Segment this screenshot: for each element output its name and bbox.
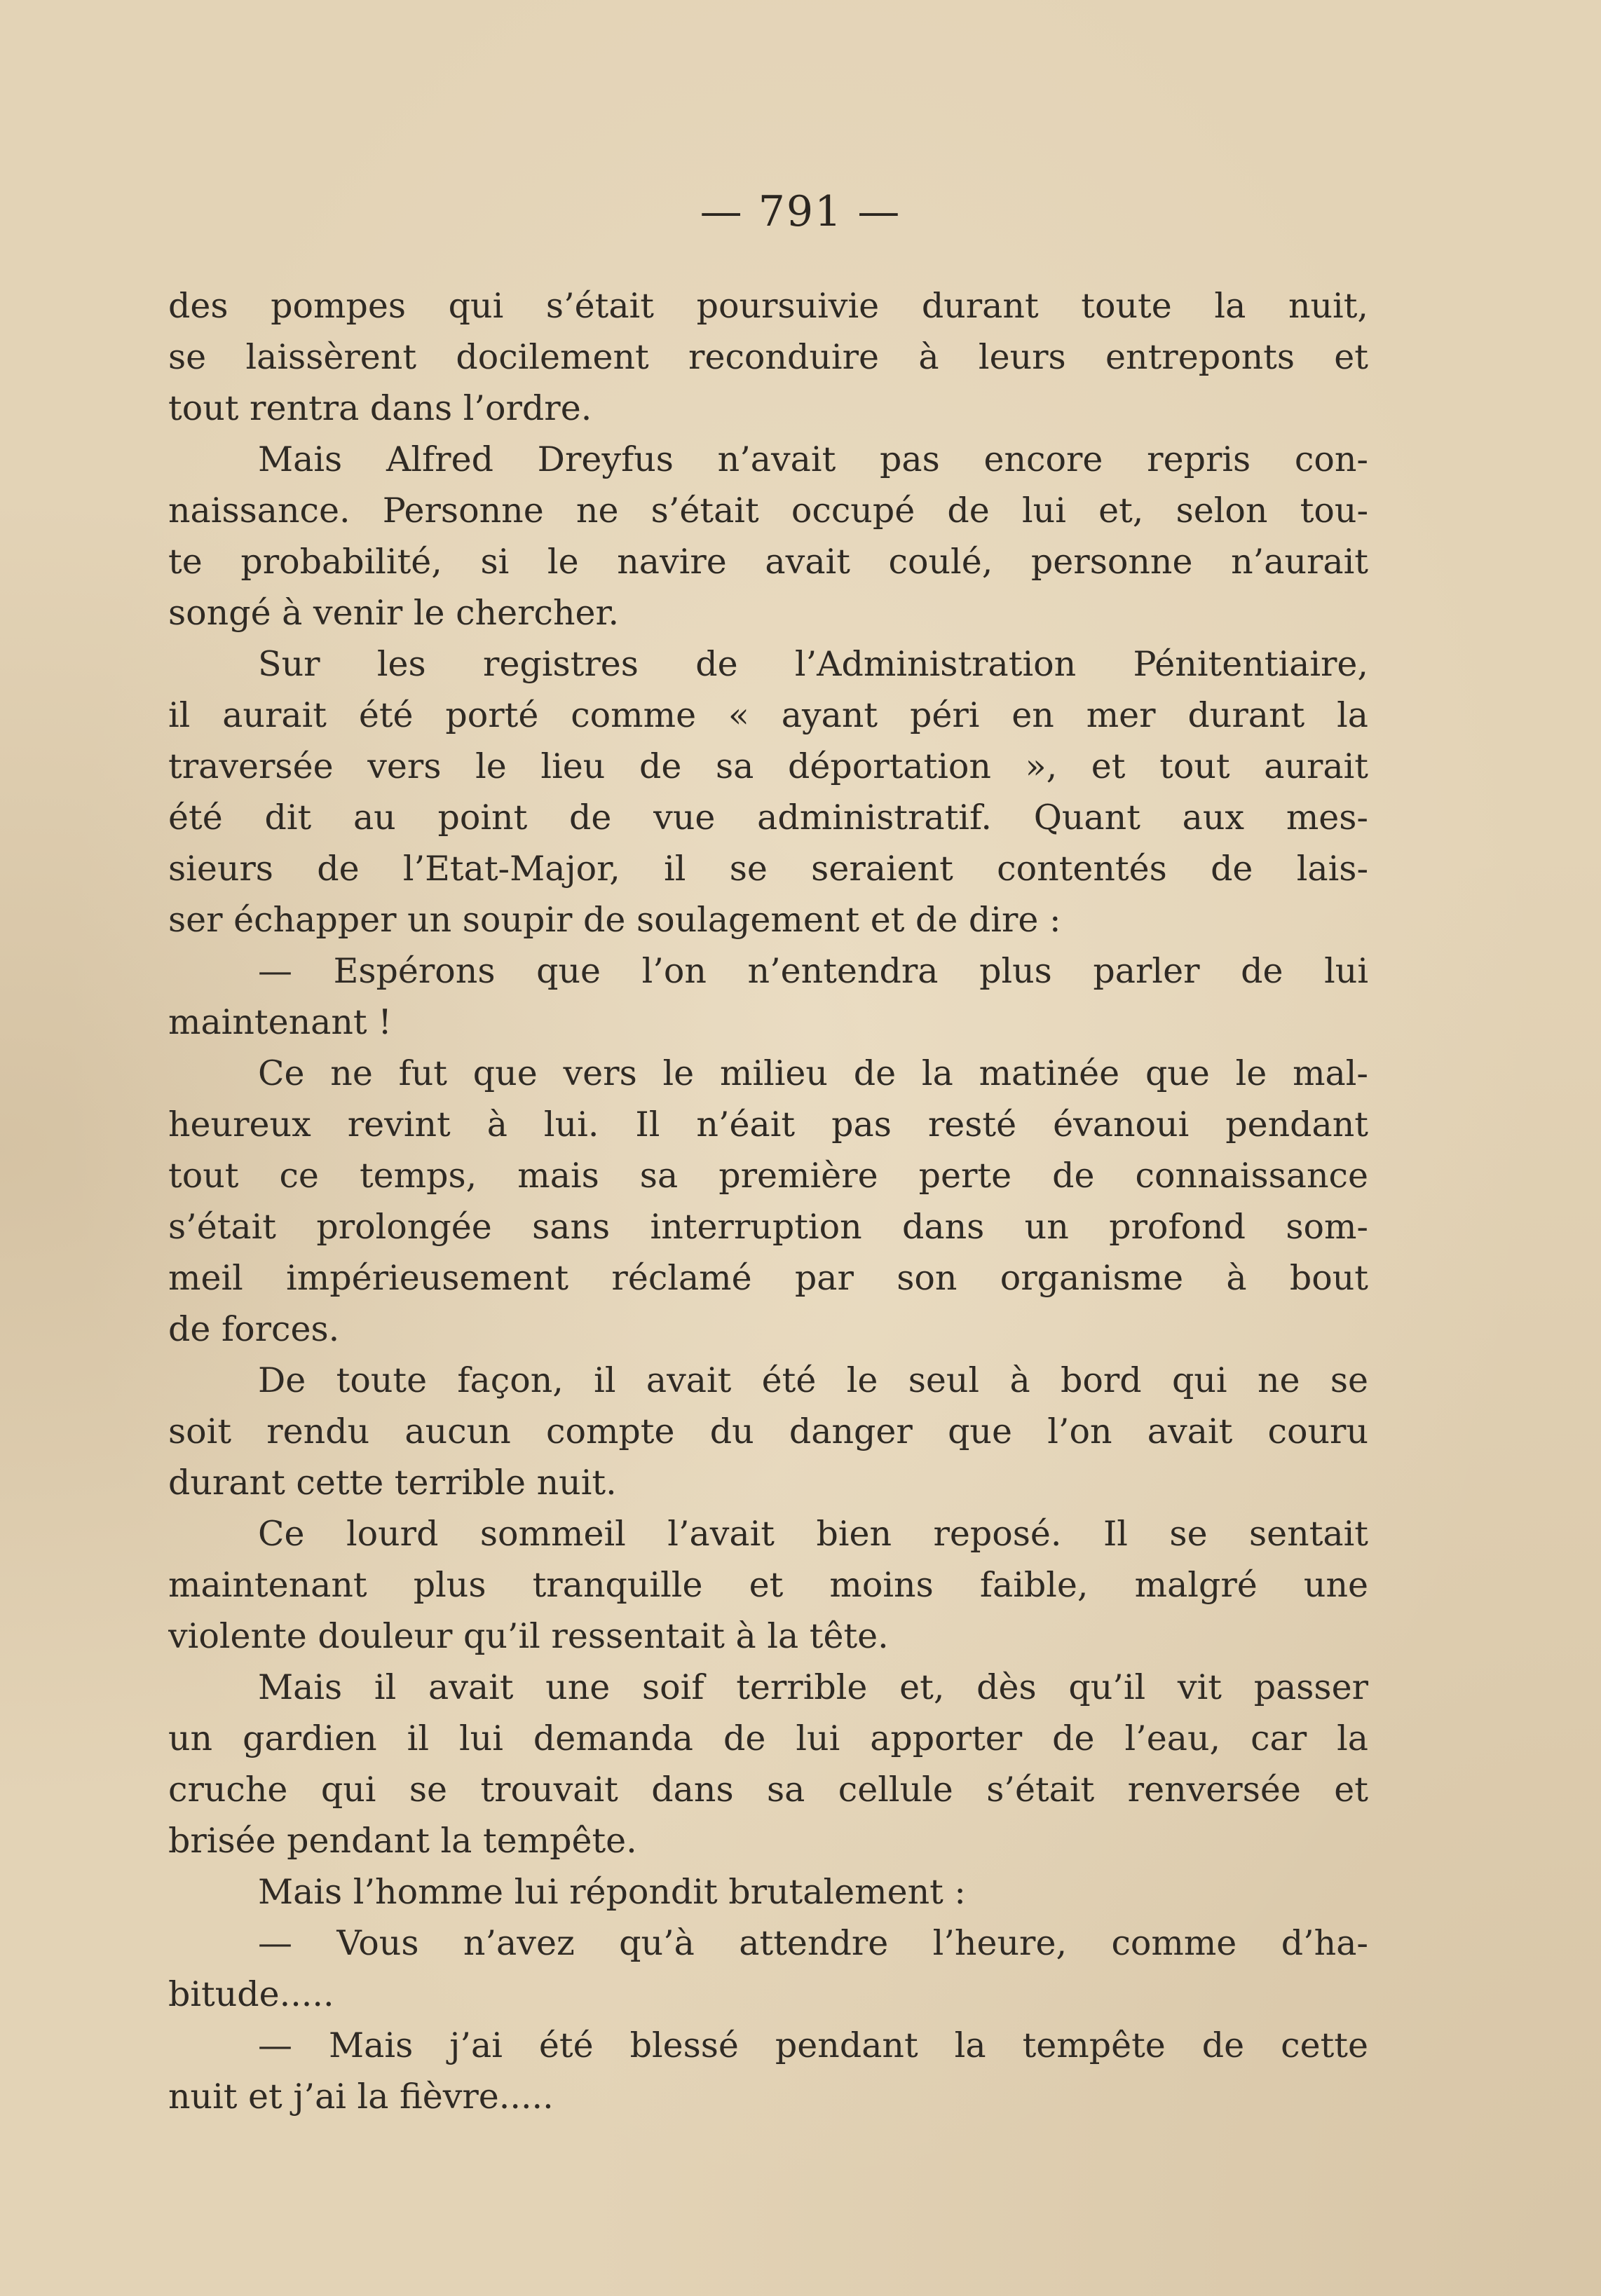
text-line: De toute façon, il avait été le seul à bord qui ne se [258,1360,1368,1400]
text-line: bitude..... [168,1974,334,2014]
text-line: — Mais j’ai été blessé pendant la tempête de cette [258,2025,1368,2065]
text-line: brisée pendant la tempête. [168,1821,637,1861]
text-line: heureux revint à lui. Il n’éait pas resté évanoui pendant [168,1105,1368,1144]
text-line: il aurait été porté comme « ayant péri en mer durant la [168,695,1368,735]
text-line: cruche qui se trouvait dans sa cellule s’était renversée et [168,1770,1368,1810]
text-line: te probabilité, si le navire avait coulé, personne n’aurait [168,542,1368,582]
text-line: violente douleur qu’il ressentait à la tête. [168,1616,889,1656]
text-line: meil impérieusement réclamé par son organisme à bout [168,1258,1368,1298]
text-line: Sur les registres de l’Administration Pénitentiaire, [258,644,1368,684]
text-line: été dit au point de vue administratif. Quant aux mes- [168,798,1368,838]
text-line: nuit et j’ai la fièvre..... [168,2077,554,2117]
text-line: Mais il avait une soif terrible et, dès qu’il vit passer [258,1667,1368,1707]
text-line: — Vous n’avez qu’à attendre l’heure, comme d’ha- [258,1923,1368,1963]
text-line: Mais l’homme lui répondit brutalement : [258,1872,966,1912]
text-line: Ce lourd sommeil l’avait bien reposé. Il se sentait [258,1514,1368,1554]
text-line: naissance. Personne ne s’était occupé de lui et, selon tou- [168,491,1368,531]
page-number: — 791 — [700,187,901,236]
text-line: sieurs de l’Etat-Major, il se seraient contentés de lais- [168,849,1368,889]
body-text [168,280,1368,2122]
text-line: durant cette terrible nuit. [168,1463,617,1503]
text-line: tout rentra dans l’ordre. [168,388,592,428]
text-line: ser échapper un soupir de soulagement et de dire : [168,900,1061,940]
text-line: de forces. [168,1309,340,1349]
text-line: des pompes qui s’était poursuivie durant toute la nuit, [168,286,1368,326]
text-line: songé à venir le chercher. [168,593,620,633]
text-line: s’était prolongée sans interruption dans un profond som- [168,1207,1368,1247]
text-line: maintenant ! [168,1002,392,1042]
text-line: un gardien il lui demanda de lui apporter de l’eau, car la [168,1718,1368,1758]
text-line: se laissèrent docilement reconduire à leurs entreponts et [168,337,1368,377]
text-line: maintenant plus tranquille et moins faible, malgré une [168,1565,1368,1605]
text-line: traversée vers le lieu de sa déportation », et tout aurait [168,746,1368,786]
text-line: Mais Alfred Dreyfus n’avait pas encore repris con- [258,439,1368,479]
text-line: Ce ne fut que vers le milieu de la matinée que le mal- [258,1053,1368,1093]
text-line: tout ce temps, mais sa première perte de connaissance [168,1156,1368,1196]
text-line: — Espérons que l’on n’entendra plus parler de lui [258,951,1368,991]
text-line: soit rendu aucun compte du danger que l’on avait couru [168,1412,1368,1451]
